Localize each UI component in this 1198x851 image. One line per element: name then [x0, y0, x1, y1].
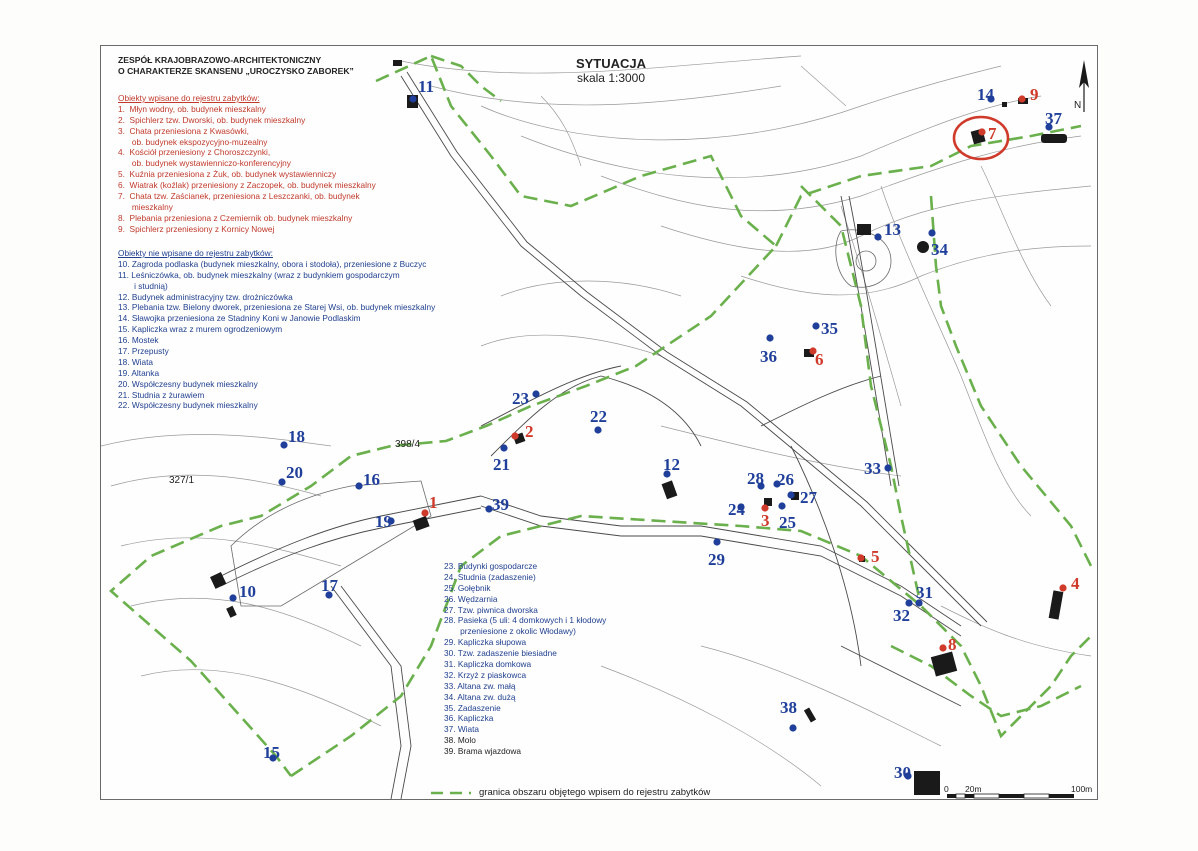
legend-registered-list: [118, 104, 376, 235]
legend-registered-item: 3. Chata przeniesiona z Kwasówki,: [118, 125, 249, 136]
marker-dot-7: [978, 128, 985, 135]
legend-unregistered-item: 15. Kapliczka wraz z murem ogrodzeniowym: [118, 324, 283, 335]
legend-unregistered-item: 12. Budynek administracyjny tzw. drożniczówka: [118, 291, 293, 302]
marker-dot-1: [421, 509, 428, 516]
marker-11: 11: [418, 77, 435, 96]
marker-2: 2: [525, 422, 534, 441]
marker-7: 7: [988, 124, 997, 143]
marker-dot-34: [928, 229, 935, 236]
scale-end: 100m: [1071, 784, 1093, 794]
legend-registered-heading: Obiekty wpisane do rejestru zabytków:: [118, 93, 260, 103]
legend-continued-item: 26. Wędzarnia: [444, 593, 498, 604]
legend-continued: [444, 561, 606, 757]
building-12: [662, 480, 678, 499]
marker-31: 31: [916, 583, 933, 602]
legend-registered-item: 1. Młyn wodny, ob. budynek mieszkalny: [118, 103, 266, 114]
marker-33: 33: [864, 459, 881, 478]
legend-continued-item: 24. Studnia (zadaszenie): [444, 571, 536, 582]
legend-continued-list: [444, 561, 606, 735]
building-13: [857, 224, 871, 235]
marker-34: 34: [931, 240, 948, 259]
marker-38: 38: [780, 698, 797, 717]
marker-18: 18: [288, 427, 305, 446]
legend-continued-item: 29. Kapliczka słupowa: [444, 637, 527, 648]
legend-unregistered-item: 16. Mostek: [118, 335, 159, 346]
marker-23: 23: [512, 389, 529, 408]
building-38: [804, 707, 816, 722]
marker-5: 5: [871, 547, 880, 566]
marker-16: 16: [363, 470, 380, 489]
legend-registered-item: ob. budynek wystawienniczo-konferencyjny: [118, 158, 291, 169]
marker-dot-35: [812, 322, 819, 329]
parcel-label-1: 327/1: [169, 475, 195, 486]
marker-dot-16: [355, 482, 362, 489]
marker-27: 27: [800, 488, 817, 507]
org-title-line2: O CHARAKTERZE SKANSENU „UROCZYSKO ZABOREK”: [118, 66, 354, 76]
marker-dot-9: [1018, 95, 1025, 102]
building-10b: [226, 606, 237, 618]
marker-21: 21: [493, 455, 510, 474]
legend-registered-item: ob. budynek ekspozycyjno-muzealny: [118, 136, 268, 147]
marker-8: 8: [948, 635, 957, 654]
legend-continued-item: 32. Krzyż z piaskowca: [444, 669, 527, 680]
legend-continued-item: 23. Budynki gospodarcze: [444, 561, 538, 571]
map-scale: skala 1:3000: [576, 71, 646, 85]
marker-dot-2: [511, 432, 518, 439]
marker-dot-10: [229, 594, 236, 601]
legend-continued-item: 31. Kapliczka domkowa: [444, 659, 532, 670]
legend-unregistered-item: 19. Altanka: [118, 367, 160, 378]
marker-dot-20: [278, 478, 285, 485]
marker-dot-25: [778, 502, 785, 509]
marker-dot-21: [500, 444, 507, 451]
org-title: [118, 55, 354, 77]
marker-6: 6: [815, 350, 824, 369]
map-title-block: [541, 56, 681, 86]
marker-9: 9: [1030, 85, 1039, 104]
marker-10: 10: [239, 582, 256, 601]
legend-registered-item: 2. Spichlerz tzw. Dworski, ob. budynek mieszkalny: [118, 114, 306, 125]
legend-registered-item: 6. Wiatrak (koźlak) przeniesiony z Zaczopek, ob. budynek mieszkalny: [118, 180, 376, 191]
marker-39: 39: [492, 495, 509, 514]
building-8: [931, 651, 957, 676]
marker-dot-13: [874, 233, 881, 240]
legend-continued-black-item: 39. Brama wjazdowa: [444, 746, 522, 757]
marker-36: 36: [760, 347, 777, 366]
marker-12: 12: [663, 455, 680, 474]
legend-unregistered-item: 10. Zagroda podlaska (budynek mieszkalny, obora i stodoła), przeniesione z Buczyc: [118, 258, 427, 269]
marker-35: 35: [821, 319, 838, 338]
marker-dot-22: [594, 426, 601, 433]
marker-24: 24: [728, 500, 745, 519]
marker-14: 14: [977, 85, 994, 104]
marker-dot-29: [713, 538, 720, 545]
legend-continued-item: 37. Wiata: [444, 724, 480, 735]
legend-unregistered-list: [118, 259, 435, 411]
legend-unregistered-item: 17. Przepusty: [118, 346, 169, 357]
legend-registered-item: 7. Chata tzw. Zaścianek, przeniesiona z Leszczanki, ob. budynek: [118, 191, 360, 202]
marker-dot-11: [409, 95, 416, 102]
marker-20: 20: [286, 463, 303, 482]
marker-25: 25: [779, 513, 796, 532]
legend-continued-black-item: 38. Molo: [444, 735, 476, 746]
marker-dot-18: [280, 441, 287, 448]
scale-zero: 0: [944, 784, 949, 794]
marker-32: 32: [893, 606, 910, 625]
legend-continued-item: 35. Zadaszenie: [444, 702, 501, 713]
marker-dot-8: [939, 644, 946, 651]
marker-dot-36: [766, 334, 773, 341]
marker-3: 3: [761, 511, 770, 530]
marker-29: 29: [708, 550, 725, 569]
legend-registered-item: 8. Plebania przeniesiona z Czemiernik ob. budynek mieszkalny: [118, 212, 353, 223]
legend-unregistered-item: 13. Plebania tzw. Bielony dworek, przeniesiona ze Starej Wsi, ob. budynek mieszkalny: [118, 302, 436, 313]
legend-unregistered-item: 14. Sławojka przeniesiona ze Stadniny Koni w Janowie Podlaskim: [118, 313, 361, 324]
legend-continued-item: 30. Tzw. zadaszenie biesiadne: [444, 648, 557, 659]
marker-30: 30: [894, 763, 911, 782]
building-30: [914, 771, 940, 795]
legend-continued-black: [444, 735, 606, 757]
legend-continued-item: przeniesione z okolic Włodawy): [444, 626, 576, 637]
marker-dot-38: [789, 724, 796, 731]
marker-37: 37: [1045, 109, 1062, 128]
marker-28: 28: [747, 469, 764, 488]
building-14: [1002, 102, 1007, 107]
north-label: N: [1074, 100, 1082, 111]
boundary-legend-label: granica obszaru objętego wpisem do rejestru zabytków: [479, 787, 711, 798]
marker-dot-5: [857, 554, 864, 561]
map-title: SYTUACJA: [575, 56, 647, 71]
map-frame: [100, 45, 1098, 800]
building-37: [1041, 134, 1067, 143]
building-4: [1049, 590, 1064, 619]
building-top: [393, 60, 402, 66]
marker-17: 17: [321, 576, 338, 595]
legend-continued-item: 28. Pasieka (5 uli: 4 domkowych i 1 kłodowy: [444, 615, 607, 626]
legend-continued-item: 27. Tzw. piwnica dworska: [444, 604, 538, 615]
legend-unregistered-item: i studnią): [118, 280, 168, 291]
legend-continued-item: 34. Altana zw. dużą: [444, 691, 516, 702]
legend-unregistered: [118, 248, 435, 411]
marker-22: 22: [590, 407, 607, 426]
legend-continued-item: 25. Gołębnik: [444, 582, 491, 593]
marker-dot-33: [884, 464, 891, 471]
marker-dot-4: [1059, 584, 1066, 591]
legend-registered-item: 5. Kuźnia przeniesiona z Żuk, ob. budynek wystawienniczy: [118, 169, 337, 180]
org-title-line1: ZESPÓŁ KRAJOBRAZOWO-ARCHITEKTONICZNY: [118, 55, 322, 65]
legend-registered: [118, 93, 376, 235]
legend-unregistered-item: 21. Studnia z żurawiem: [118, 389, 205, 400]
scale-mid: 20m: [965, 784, 982, 794]
legend-unregistered-item: 11. Leśniczówka, ob. budynek mieszkalny (wraz z budynkiem gospodarczym: [118, 269, 400, 280]
scale-bar: [947, 794, 1074, 798]
marker-19: 19: [375, 512, 392, 531]
marker-26: 26: [777, 470, 794, 489]
legend-unregistered-item: 18. Wiata: [118, 356, 154, 367]
marker-dot-23: [532, 390, 539, 397]
legend-unregistered-item: 20. Współczesny budynek mieszkalny: [118, 378, 258, 389]
legend-registered-item: mieszkalny: [118, 201, 173, 212]
building-34: [917, 241, 929, 253]
legend-unregistered-item: 22. Współczesny budynek mieszkalny: [118, 400, 258, 411]
marker-dot-27: [787, 491, 794, 498]
marker-4: 4: [1071, 574, 1080, 593]
marker-13: 13: [884, 220, 901, 239]
legend-registered-item: 4. Kościół przeniesiony z Choroszczynki,: [118, 147, 271, 158]
marker-1: 1: [429, 493, 438, 512]
legend-unregistered-heading: Obiekty nie wpisane do rejestru zabytków:: [118, 248, 273, 258]
legend-continued-item: 33. Altana zw. małą: [444, 680, 516, 691]
legend-continued-item: 36. Kapliczka: [444, 713, 494, 724]
parcel-label-2: 398/4: [395, 439, 421, 450]
marker-15: 15: [263, 743, 280, 762]
legend-registered-item: 9. Spichlerz przeniesiony z Kornicy Nowej: [118, 223, 275, 234]
